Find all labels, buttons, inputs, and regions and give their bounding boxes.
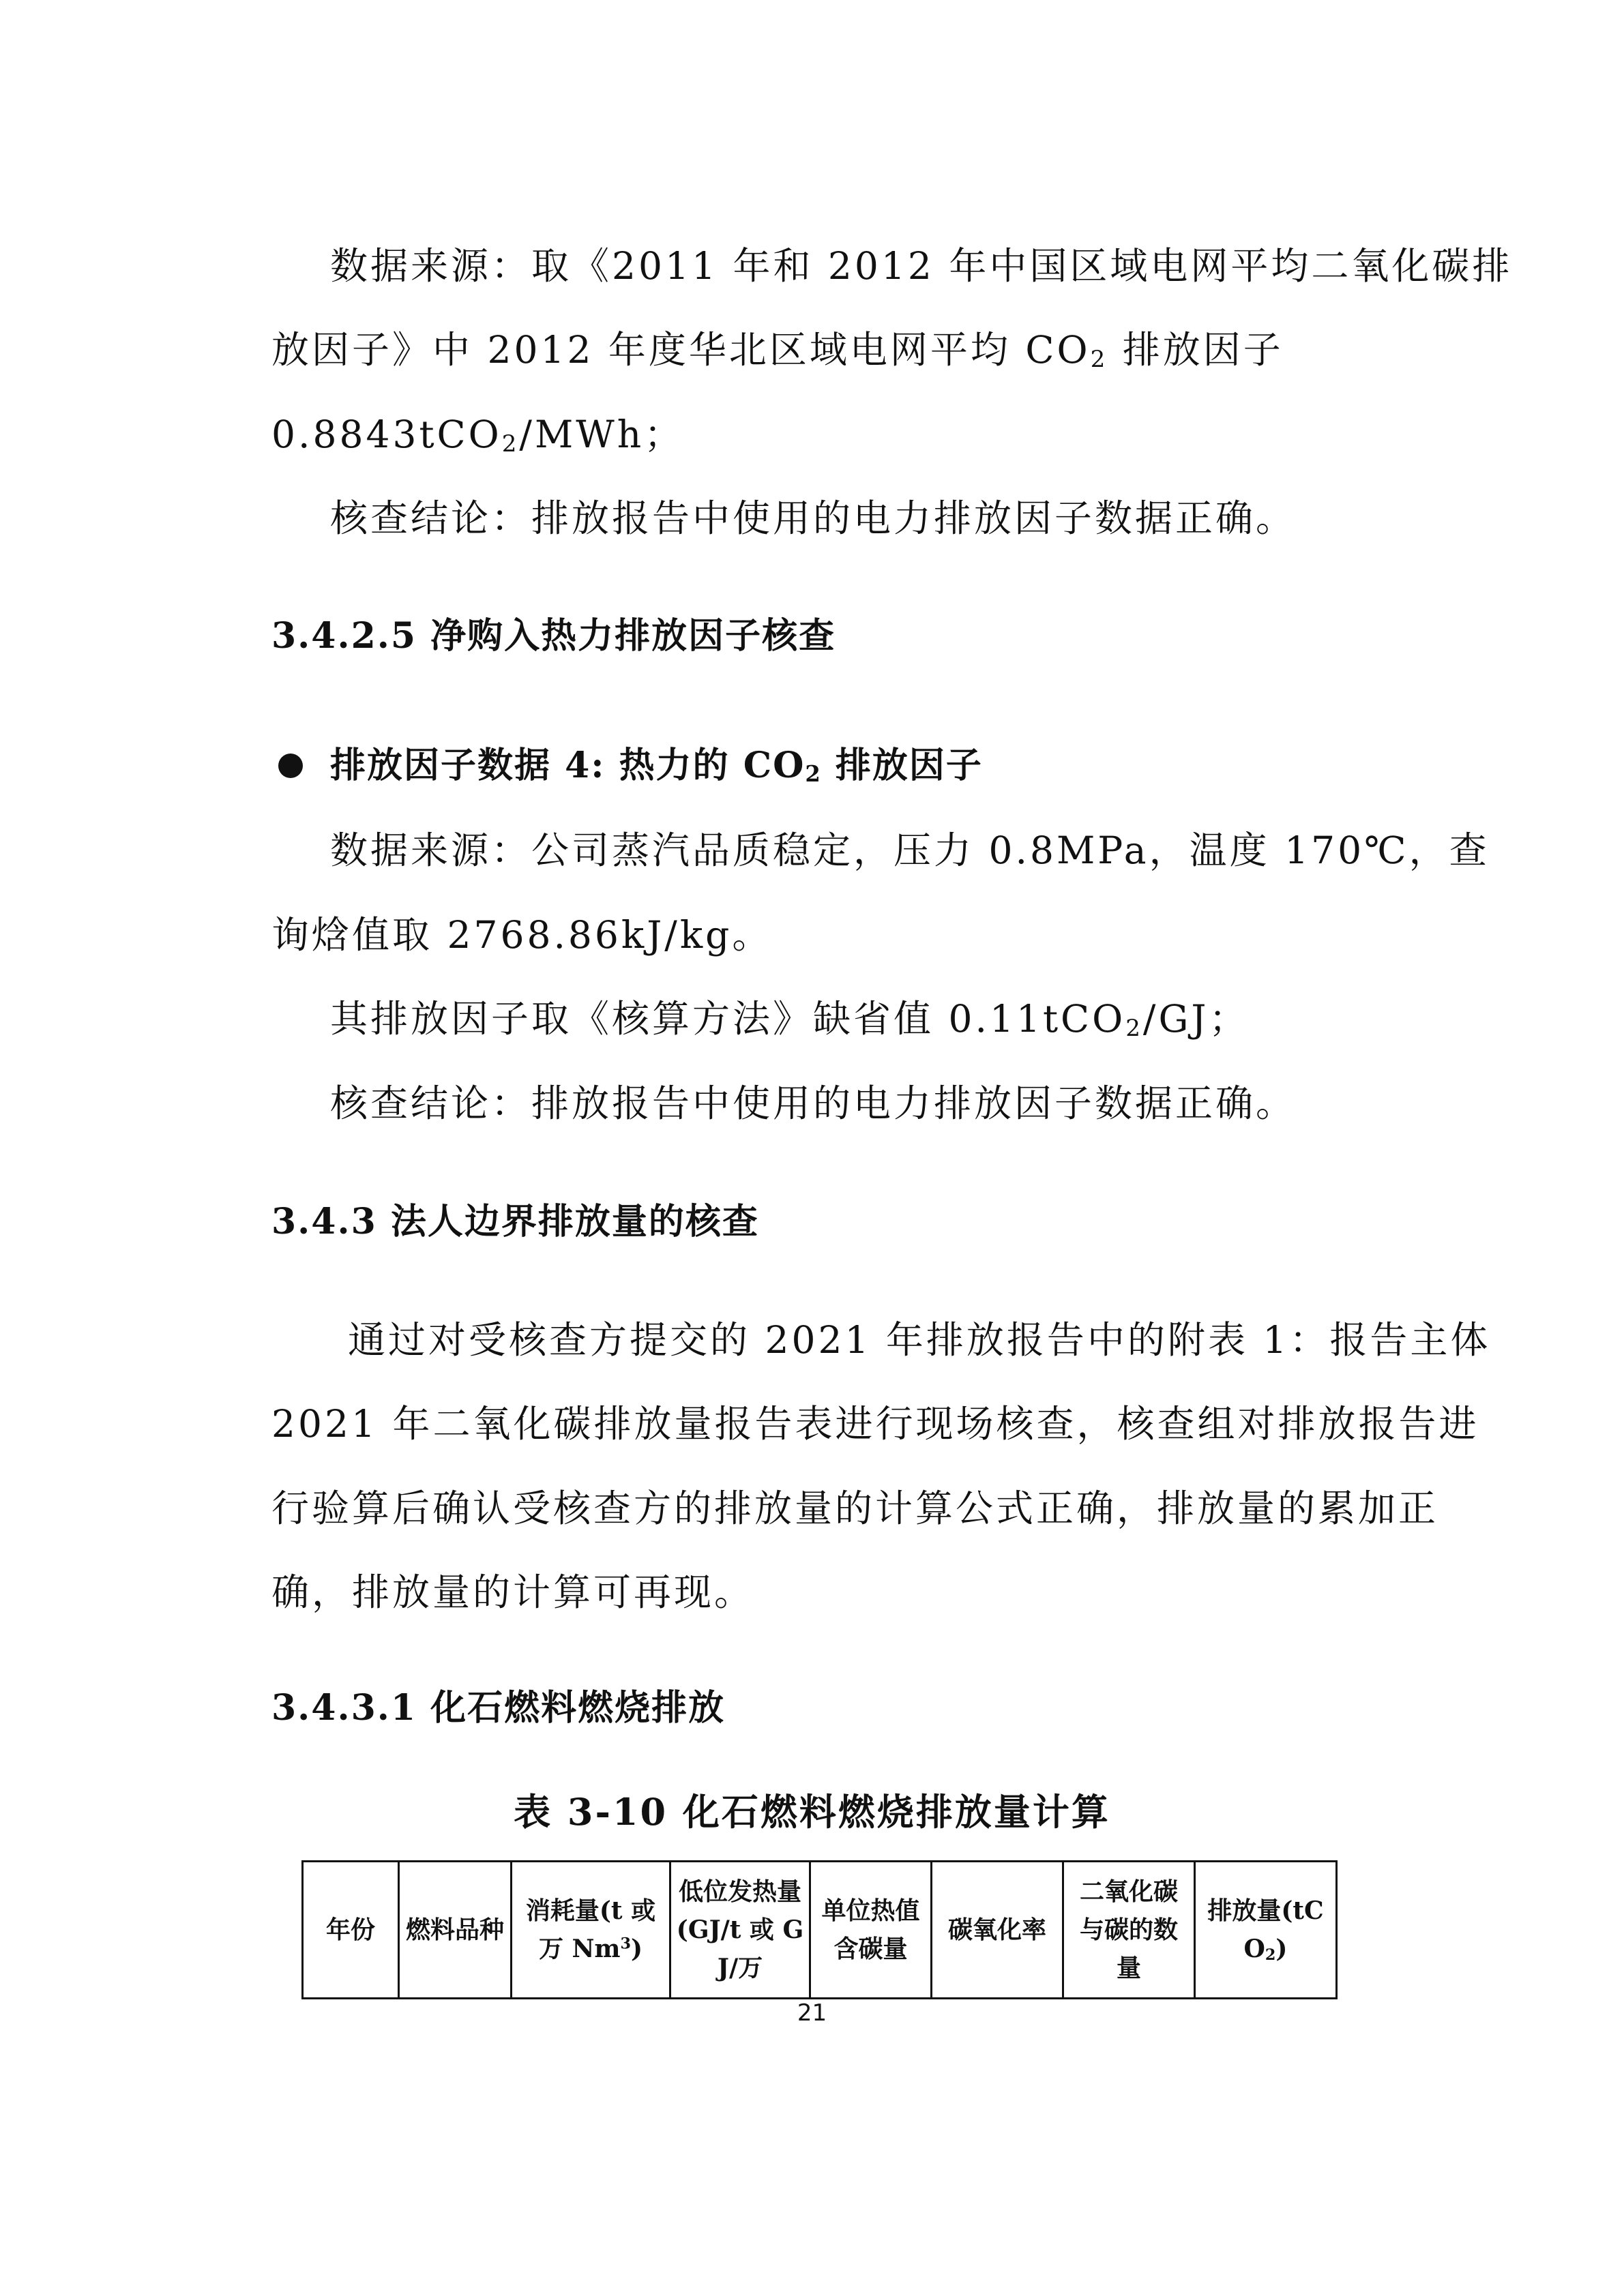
subscript: 2 bbox=[1125, 1015, 1143, 1043]
header-carbon-content: 单位热值含碳量 bbox=[810, 1862, 932, 1999]
text-segment: ) bbox=[631, 1935, 643, 1963]
paragraph-source-line-3 bbox=[271, 411, 684, 458]
paragraph-factor-line bbox=[330, 995, 1249, 1043]
paragraph-343-line-2: 2021 年二氧化碳排放量报告表进行现场核查，核查组对排放报告进 bbox=[271, 1402, 1479, 1446]
superscript: 3 bbox=[620, 1935, 632, 1953]
text-segment: 放因子》中 2012 年度华北区域电网平均 CO bbox=[271, 328, 1091, 372]
text-segment: 消耗量(t 或万 Nm bbox=[525, 1896, 656, 1963]
table-header-row bbox=[303, 1862, 1337, 1999]
subscript: 2 bbox=[1090, 346, 1108, 374]
paragraph-343-line-3: 行验算后确认受核查方的排放量的计算公式正确，排放量的累加正 bbox=[271, 1487, 1439, 1530]
conclusion-line-2: 核查结论：排放报告中使用的电力排放因子数据正确。 bbox=[330, 1082, 1297, 1125]
paragraph-343-line-4: 确，排放量的计算可再现。 bbox=[271, 1570, 755, 1614]
section-heading-3431: 3.4.3.1 化石燃料燃烧排放 bbox=[271, 1687, 726, 1729]
paragraph-source-line-1: 数据来源：取《2011 年和 2012 年中国区域电网平均二氧化碳排 bbox=[330, 244, 1513, 288]
text-segment: ) bbox=[1275, 1935, 1288, 1963]
bullet-icon bbox=[278, 754, 303, 778]
paragraph-343-line-1: 通过对受核查方提交的 2021 年排放报告中的附表 1：报告主体 bbox=[348, 1318, 1491, 1362]
text-segment: 排放因子 bbox=[1108, 328, 1284, 372]
section-heading-3425: 3.4.2.5 净购入热力排放因子核查 bbox=[271, 615, 836, 657]
text-segment: /GJ； bbox=[1142, 997, 1250, 1041]
conclusion-line-1: 核查结论：排放报告中使用的电力排放因子数据正确。 bbox=[330, 496, 1297, 540]
subscript: 2 bbox=[1265, 1946, 1276, 1965]
bullet-emission-factor-4 bbox=[330, 742, 983, 790]
section-heading-343: 3.4.3 法人边界排放量的核查 bbox=[271, 1201, 759, 1242]
text-segment: /MWh； bbox=[519, 413, 685, 456]
subscript: 2 bbox=[805, 760, 822, 787]
header-ncv: 低位发热量(GJ/t 或 GJ/万 bbox=[670, 1862, 810, 1999]
page-number: 21 bbox=[797, 1999, 827, 2027]
header-year: 年份 bbox=[303, 1862, 399, 1999]
header-consumption bbox=[512, 1862, 670, 1999]
header-co2-carbon-ratio: 二氧化碳与碳的数量 bbox=[1063, 1862, 1195, 1999]
paragraph-steam-line-2: 询焓值取 2768.86kJ/kg。 bbox=[271, 913, 773, 957]
fossil-fuel-emission-table bbox=[301, 1860, 1338, 1999]
header-fuel-type: 燃料品种 bbox=[399, 1862, 512, 1999]
text-segment: 排放因子数据 4: 热力的 CO bbox=[330, 745, 806, 786]
paragraph-source-line-2 bbox=[271, 326, 1284, 374]
text-segment: 其排放因子取《核算方法》缺省值 0.11tCO bbox=[330, 997, 1126, 1041]
paragraph-steam-line-1: 数据来源：公司蒸汽品质稳定，压力 0.8MPa，温度 170℃，查 bbox=[330, 829, 1490, 872]
text-segment: 0.8843tCO bbox=[271, 413, 502, 456]
header-emission bbox=[1195, 1862, 1337, 1999]
text-segment: 排放因子 bbox=[821, 745, 983, 786]
text-segment: 排放量(tCO bbox=[1207, 1896, 1324, 1963]
table-caption: 表 3-10 化石燃料燃烧排放量计算 bbox=[514, 1790, 1110, 1834]
header-oxidation-rate: 碳氧化率 bbox=[932, 1862, 1063, 1999]
subscript: 2 bbox=[501, 430, 520, 458]
